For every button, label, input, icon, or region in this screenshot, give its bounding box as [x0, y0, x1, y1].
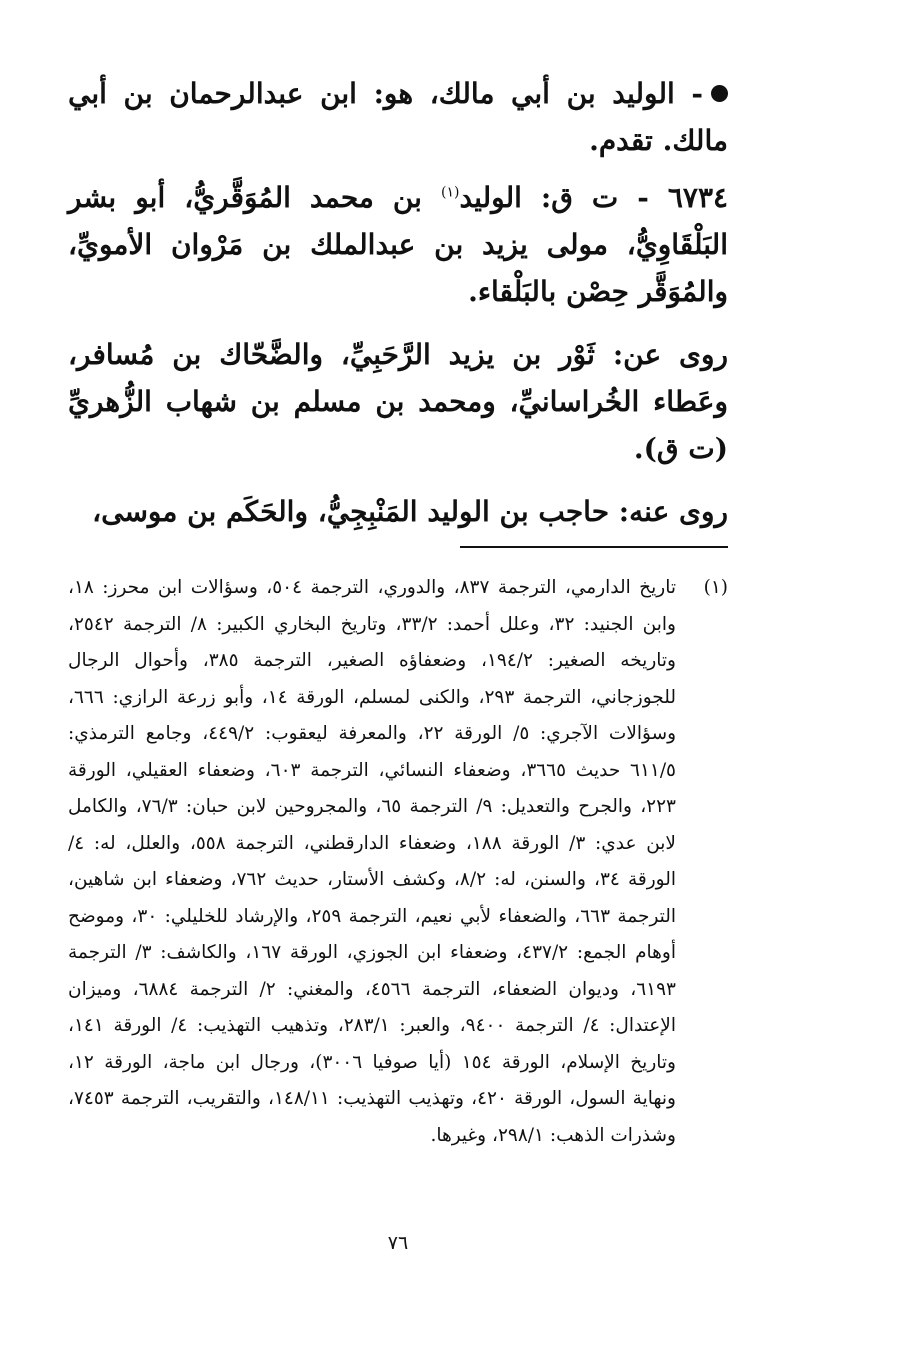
footnotes — [68, 570, 728, 1154]
narrated-from-text: ثَوْر بن يزيد الرَّحَبِيِّ، والضَّحّاك بن مُسافر، وعَطاء الخُراسانيِّ، ومحمد بن مسلم بن شهاب الزُّهريِّ (ت ق). — [68, 338, 728, 465]
narrated-from — [68, 331, 728, 472]
cross-reference-text: - الوليد بن أبي مالك، هو: ابن عبدالرحمان بن أبي مالك. تقدم. — [68, 77, 728, 157]
footnote-text: تاريخ الدارمي، الترجمة ٨٣٧، والدوري، الترجمة ٥٠٤، وسؤالات ابن محرز: ١٨، وابن الجنيد: ٣٢، وعلل أحمد: ٣٣/٢، وتاريخ البخاري الكبير: ٨/ الترجمة ٢٥٤٢، وتاريخه الصغير: ١٩٤/٢، وضعفاؤه الصغير، الترجمة ٣٨٥، وأحوال الرجال للجوزجاني، الترجمة ٢٩٣، والكنى لمسلم، الورقة ١٤، وأبو زرعة الرازي: ٦٦٦، وسؤالات الآجري: ٥/ الورقة ٢٢، والمعرفة ليعقوب: ٤٤٩/٢، وجامع الترمذي: ٦١١/٥ حديث ٣٦٦٥، وضعفاء النسائي، الترجمة ٦٠٣، وضعفاء العقيلي، الورقة ٢٢٣، والجرح والتعديل: ٩/ الترجمة ٦٥، والمجروحين لابن حبان: ٧٦/٣، والكامل لابن عدي: ٣/ الورقة ١٨٨، وضعفاء الدارقطني، الترجمة ٥٥٨، والعلل، له: ٤/ الورقة ٣٤، والسنن، له: ٨/٢، وكشف الأستار، حديث ٧٦٢، وضعفاء ابن شاهين، الترجمة ٦٦٣، والضعفاء لأبي نعيم، الترجمة ٢٥٩، والإرشاد للخليلي: ٣٠، وموضح أوهام الجمع: ٤٣٧/٢، وضعفاء ابن الجوزي، الورقة ١٦٧، والكاشف: ٣/ الترجمة ٦١٩٣، وديوان الضعفاء، الترجمة ٤٥٦٦، والمغني: ٢/ الترجمة ٦٨٨٤، وميزان الإعتدال: ٤/ الترجمة ٩٤٠٠، والعبر: ٢٨٣/١، وتذهيب التهذيب: ٤/ الورقة ١٤١، وتاريخ الإسلام، الورقة ١٥٤ (أيا صوفيا ٣٠٠٦)، ورجال ابن ماجة، الورقة ١٢، ونهاية السول، الورقة ٤٢٠، وتهذيب التهذيب: ١٤٨/١١، والتقريب، الترجمة ٧٤٥٣، وشذرات الذهب: ٢٩٨/١، وغيرها. — [68, 577, 677, 1146]
narrated-by — [68, 488, 728, 535]
entry-name: الوليد — [459, 181, 522, 214]
cross-reference-entry — [68, 70, 728, 164]
footnote-ref: (١) — [440, 184, 460, 201]
footnote-divider — [460, 546, 728, 548]
book-page — [68, 70, 728, 1310]
narrated-by-text: حاجب بن الوليد المَنْبِجِيُّ، والحَكَم بن موسى، — [92, 495, 610, 528]
page-number: ٧٦ — [387, 1232, 409, 1254]
footnote — [68, 570, 728, 1154]
entry-codes: - ت ق: — [540, 181, 649, 214]
footnote-number: (١) — [703, 577, 728, 598]
entry-name-rest: بن محمد المُوَقَّريُّ، أبو بشر البَلْقَاوِيُّ، مولى يزيد بن عبدالملك بن مَرْوان الأمويِّ، والمُوَقَّر حِصْن بالبَلْقاء. — [68, 181, 728, 308]
bullet-icon — [711, 85, 728, 102]
narrated-by-label: روى عنه: — [618, 495, 728, 528]
entry-number: ٦٧٣٤ — [667, 181, 729, 214]
main-text — [68, 70, 728, 535]
biography-entry — [68, 174, 728, 315]
narrated-from-label: روى عن: — [612, 338, 728, 371]
